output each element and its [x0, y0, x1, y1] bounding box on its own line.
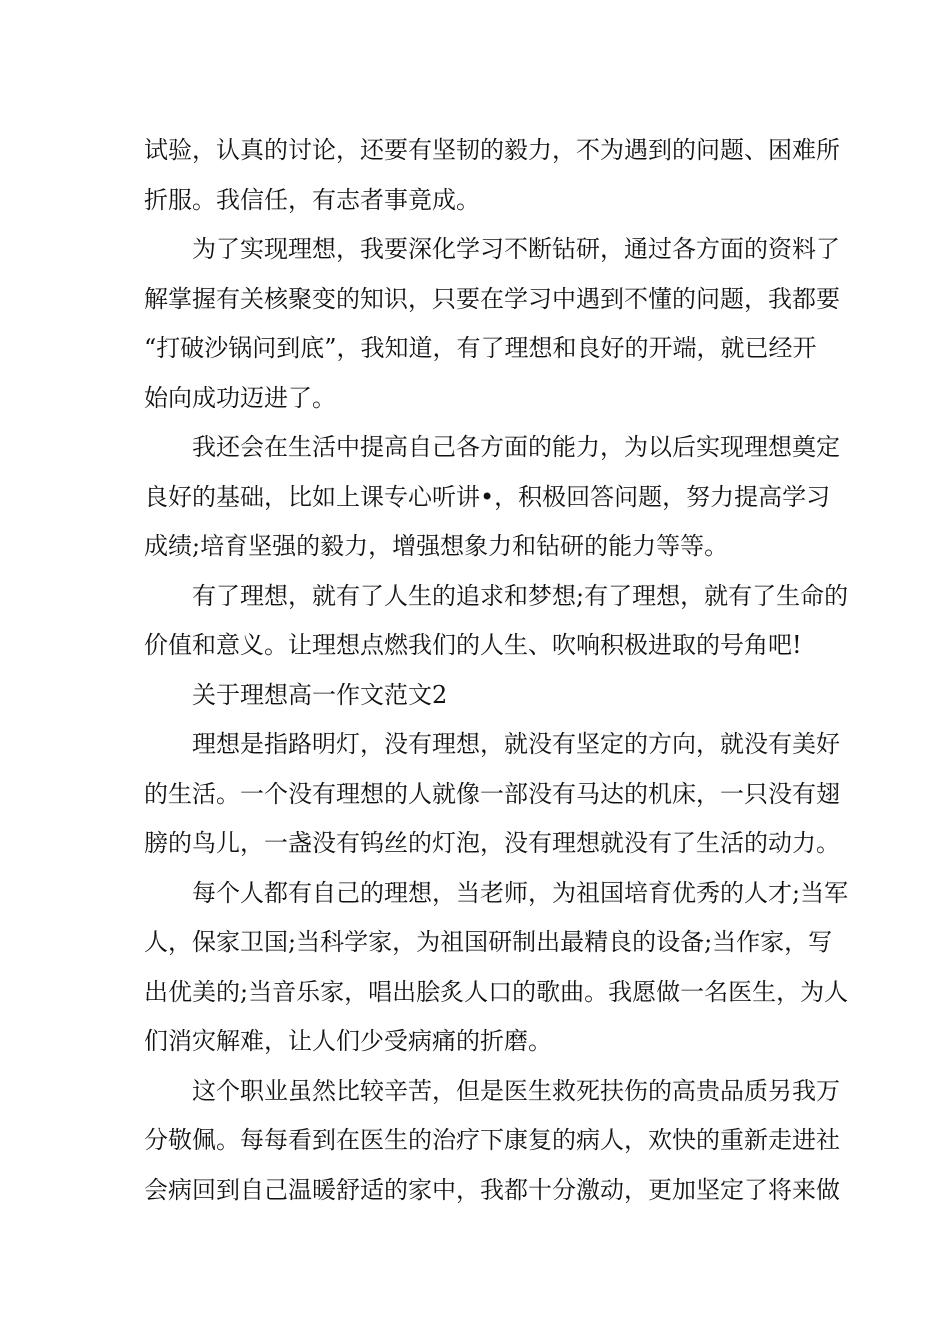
text-line: 解掌握有关核聚变的知识，只要在学习中遇到不懂的问题，我都要	[144, 284, 840, 313]
text-line: 分敬佩。每每看到在医生的治疗下康复的病人，欢快的重新走进社	[144, 1126, 840, 1154]
text-line: 理想是指路明灯，没有理想，就没有坚定的方向，就没有美好	[192, 730, 840, 758]
text-line: 膀的鸟儿，一盏没有钨丝的灯泡，没有理想就没有了生活的动力。	[144, 829, 840, 857]
heading-text: 关于理想高一作文范文2	[192, 680, 448, 709]
section-heading	[144, 671, 814, 721]
text-line: 我还会在生活中提高自己各方面的能力，为以后实现理想奠定	[192, 433, 840, 461]
text-line: 成绩;培育坚强的毅力，增强想象力和钻研的能力等等。	[144, 532, 729, 560]
paragraph	[144, 720, 840, 869]
text-line: 的生活。一个没有理想的人就像一部没有马达的机床，一只没有翅	[144, 779, 840, 808]
text-line: 折服。我信任，有志者事竟成。	[144, 185, 480, 214]
paragraph	[144, 423, 840, 572]
text-line: 始向成功迈进了。	[144, 383, 336, 412]
text-line: 人，保家卫国;当科学家，为祖国研制出最精良的设备;当作家，写	[144, 928, 833, 956]
text-line: 这个职业虽然比较辛苦，但是医生救死扶伤的高贵品质另我万	[192, 1076, 840, 1105]
paragraph	[144, 225, 840, 423]
document-body	[144, 126, 849, 1215]
paragraph	[144, 1067, 840, 1216]
text-line: 有了理想，就有了人生的追求和梦想;有了理想，就有了生命的	[192, 581, 849, 610]
text-line: “打破沙锅问到底”，我知道，有了理想和良好的开端，就已经开	[144, 334, 817, 362]
text-line: 每个人都有自己的理想，当老师，为祖国培育优秀的人才;当军	[192, 878, 849, 907]
text-line: 会病回到自己温暖舒适的家中，我都十分激动，更加坚定了将来做	[144, 1175, 840, 1204]
text-line: 良好的基础，比如上课专心听讲•，积极回答问题，努力提高学习	[144, 482, 831, 511]
text-line: 试验，认真的讨论，还要有坚韧的毅力，不为遇到的问题、困难所	[144, 136, 840, 164]
paragraph	[144, 869, 849, 1067]
text-line: 价值和意义。让理想点燃我们的人生、吹响积极进取的号角吧!	[144, 631, 802, 659]
paragraph-continuation	[144, 126, 840, 225]
paragraph	[144, 572, 849, 671]
text-line: 出优美的;当音乐家，唱出脍炙人口的歌曲。我愿做一名医生，为人	[144, 977, 849, 1006]
text-line: 为了实现理想，我要深化学习不断钻研，通过各方面的资料了	[192, 235, 840, 263]
text-line: 们消灾解难，让人们少受病痛的折磨。	[144, 1027, 552, 1055]
